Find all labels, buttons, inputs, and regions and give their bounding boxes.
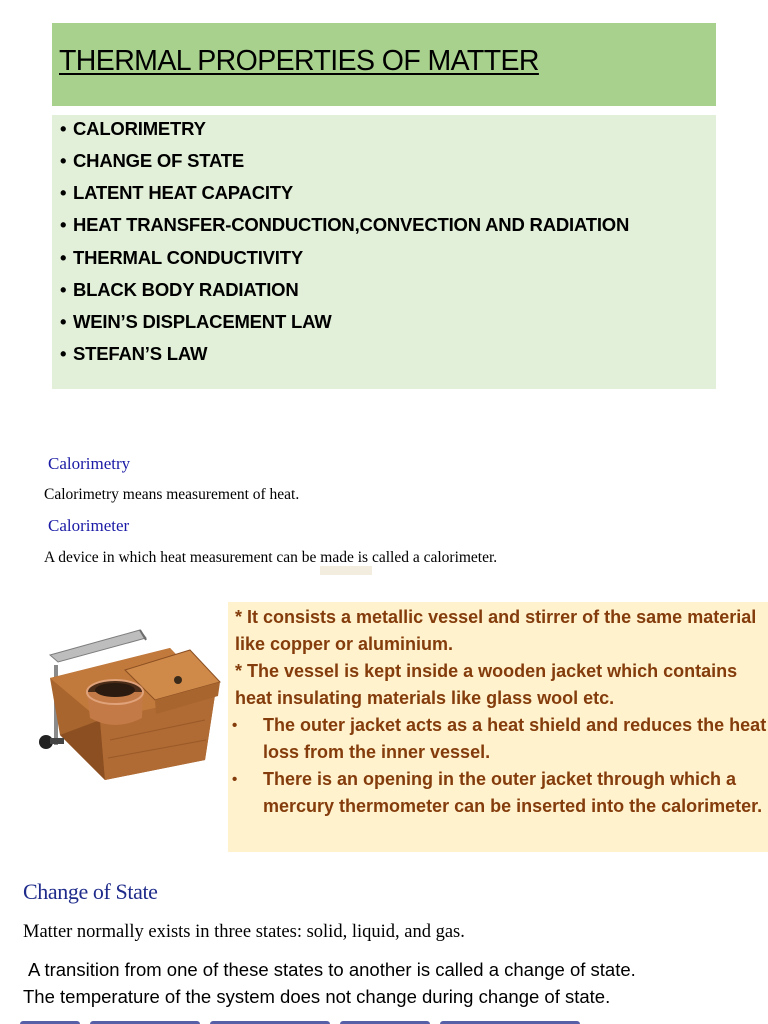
bullet-icon: • xyxy=(232,717,238,734)
calorimeter-photo xyxy=(20,600,238,785)
topics-list-box xyxy=(52,115,716,389)
bullet-icon: • xyxy=(60,279,67,300)
change-of-state-line: A transition from one of these states to another is called a change of state. xyxy=(28,959,636,980)
info-paragraph: * The vessel is kept inside a wooden jacket which contains heat insulating materials like glass wool etc. xyxy=(235,661,738,708)
bullet-icon: • xyxy=(60,311,67,332)
change-of-state-line: The temperature of the system does not change during change of state. xyxy=(23,986,611,1007)
page-title: THERMAL PROPERTIES OF MATTER xyxy=(59,45,539,77)
topic-item: • HEAT TRANSFER-CONDUCTION,CONVECTION AND RADIATION xyxy=(60,214,630,235)
topic-item: • LATENT HEAT CAPACITY xyxy=(60,182,294,203)
calorimeter-info-box xyxy=(228,602,768,852)
cutoff-text-line xyxy=(20,1016,680,1024)
calorimetry-definition: Calorimetry means measurement of heat. xyxy=(44,486,300,503)
bullet-icon: • xyxy=(60,182,67,203)
info-bullet: The outer jacket acts as a heat shield and reduces the heat loss from the inner vessel. xyxy=(263,715,767,762)
topic-item: • WEIN’S DISPLACEMENT LAW xyxy=(60,311,332,332)
info-paragraph: * It consists a metallic vessel and stirrer of the same material like copper or aluminium. xyxy=(235,607,757,654)
change-of-state-heading: Change of State xyxy=(23,879,158,904)
bullet-icon: • xyxy=(60,150,67,171)
title-banner xyxy=(52,23,716,106)
topic-item: • CALORIMETRY xyxy=(60,118,206,139)
topic-item: • CHANGE OF STATE xyxy=(60,150,245,171)
topic-item: • BLACK BODY RADIATION xyxy=(60,279,299,300)
calorimeter-heading: Calorimeter xyxy=(48,516,130,535)
bullet-icon: • xyxy=(232,771,238,788)
bullet-icon: • xyxy=(60,118,67,139)
topic-item: • STEFAN’S LAW xyxy=(60,343,208,364)
calorimeter-definition: A device in which heat measurement can be made is called a calorimeter. xyxy=(44,549,498,566)
bullet-icon: • xyxy=(60,247,67,268)
faint-thumbnail xyxy=(320,566,372,575)
bullet-icon: • xyxy=(60,343,67,364)
change-of-state-line: Matter normally exists in three states: solid, liquid, and gas. xyxy=(23,922,465,942)
info-bullet: There is an opening in the outer jacket through which a mercury thermometer can be inserted into the calorimeter. xyxy=(263,769,763,816)
calorimetry-heading: Calorimetry xyxy=(48,454,131,473)
bullet-icon: • xyxy=(60,214,67,235)
topic-item: • THERMAL CONDUCTIVITY xyxy=(60,247,303,268)
